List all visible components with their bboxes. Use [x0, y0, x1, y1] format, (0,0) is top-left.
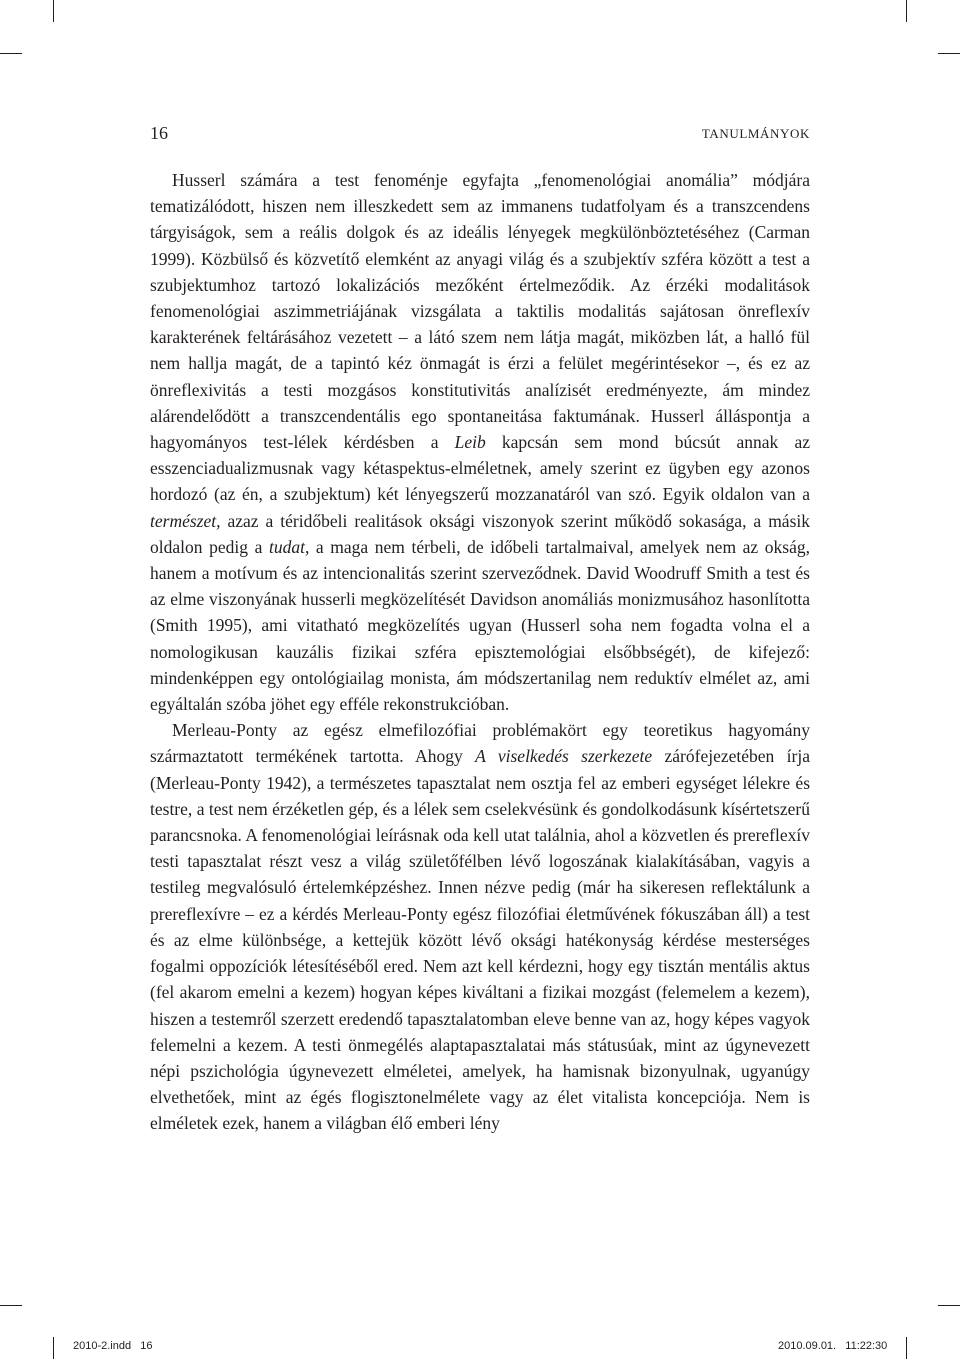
running-head: TANULMÁNYOK: [701, 126, 810, 141]
print-slug: [0, 1326, 960, 1354]
text-segment: , a maga nem térbeli, de időbeli tartalmaival, amelyek nem az okság, hanem a motívum és az intencionalitás szerint szerveződnek. David Woodruff Smith a test és az elme viszonyának husserli megközelítését Davidson anomáliás monizmusához hasonlította (Smith 1995), ami vitatható megközelítés ugyan (Husserl soha nem fogadta volna el a nomologikusan kauzális fizikai szféra episztemológiai elsőbbségét), de kifejező: mindenképpen egy ontológiailag monista, ám módszertanilag nem reduktív elmélet az, ami egyáltalán szóba jöhet egy efféle rekonstrukcióban.: [150, 536, 811, 715]
page-header: [150, 120, 810, 146]
italic-term-leib: Leib: [454, 432, 486, 453]
italic-term-tudat: tudat: [268, 536, 305, 557]
paragraph: [150, 717, 810, 1136]
crop-mark-right-top: [938, 53, 960, 54]
text-segment: azaz a téridőbeli realitások oksági viszonyok szerint működő sokasága, a másik oldalon pedig a: [150, 510, 810, 557]
crop-mark-right-bottom: [938, 1305, 960, 1306]
text-segment: Husserl számára a test fenoménje egyfajta „fenomenológiai anomália” módjára tematizálódott, hiszen nem illeszkedett sem az immanens tudatfolyam és a transzcendens tárgyiságok, sem a reális dolgok és az ideális lényegek megkülönböztetéséhez (Carman 1999). Közbülső és közvetítő elemként az anyagi világ és a szubjektív szféra között a test a szubjektumhoz tartozó lokalizációs mezőként értelmeződik. Az érzéki modalitások fenomenológiai aszimmetriájának vizsgálata a taktilis modalitás sajátosan önreflexív karakterének feltárásához vezetett – a látó szem nem látja magát, miközben lát, a halló fül nem hallja magát, de a tapintó kéz önmagát is érzi a felület megérintésekor –, és ez az önreflexivitás a testi mozgásos konstitutivitás analízisét eredményezte, ám mindez alárendelődött a transzcendentális ego spontaneitása faktumának. Husserl álláspontja a hagyományos test-lélek kérdésben a: [150, 170, 810, 453]
page-number: 16: [150, 123, 168, 143]
crop-mark-top-right: [906, 0, 907, 22]
crop-mark-top-left: [53, 0, 54, 22]
crop-mark-left-bottom: [0, 1305, 22, 1306]
text-segment: Merleau-Ponty az egész elmefilozófiai problémakört egy teoretikus hagyomány származtatott termékének tartotta. Ahogy: [150, 720, 810, 767]
slug-timestamp: 2010.09.01. 11:22:30: [778, 1340, 888, 1352]
text-segment: kapcsán sem mond búcsút annak az esszenciadualizmusnak vagy kétaspektus-elméletnek, amely szerint ez ügyben egy azonos hordozó (az én, a szubjektum) két lényegszerű mozzanatáról van szó. Egyik oldalon van a: [150, 432, 810, 505]
crop-mark-left-top: [0, 53, 22, 54]
italic-term-termeszet: természet,: [150, 510, 221, 531]
italic-book-title: A viselkedés szerkezete: [475, 746, 653, 767]
paragraph: [150, 167, 810, 717]
text-segment: zárófejezetében írja (Merleau-Ponty 1942), a természetes tapasztalat nem osztja fel az emberi egységet lélekre és testre, a test nem érzéketlen gép, és a lélek sem cselekvésünk és gondolkodásunk kísértetszerű parancsnoka. A fenomenológiai leírásnak oda kell utat találnia, ahol a közvetlen és prereflexív testi tapasztalat részt vesz a világ születőfélben lévő logoszának kialakításában, vagyis a testileg megvalósuló értelemképzéshez. Innen nézve pedig (már ha sikeresen reflektálunk a prereflexívre – ez a kérdés Merleau-Ponty egész filozófiai életművének fókuszában áll) a test és az elme különbsége, a kettejük között lévő oksági hatékonyság kérdése mesterséges fogalmi oppozíciók létesítéséből ered. Nem azt kell kérdezni, hogy egy tisztán mentális aktus (fel akarom emelni a kezem) hogyan képes kiváltani a fizikai mozgást (felemelem a kezem), hiszen a testemről szerzett eredendő tapasztalatomban eleve benne van az, hogy képes vagyok felemelni a kezem. A testi önmegélés alaptapasztalatai más státusúak, mint az úgynevezett népi pszichológia úgynevezett elméletei, amelyek, ha hamisnak bizonyulnak, ugyanúgy elvethetőek, mint az égés flogisztonelmélete vagy az élet vitalista koncepciója. Nem is elméletek ezek, hanem a világban élő emberi lény: [150, 746, 810, 1134]
slug-file-name: 2010-2.indd 16: [73, 1340, 153, 1352]
body-text: [150, 167, 810, 1137]
